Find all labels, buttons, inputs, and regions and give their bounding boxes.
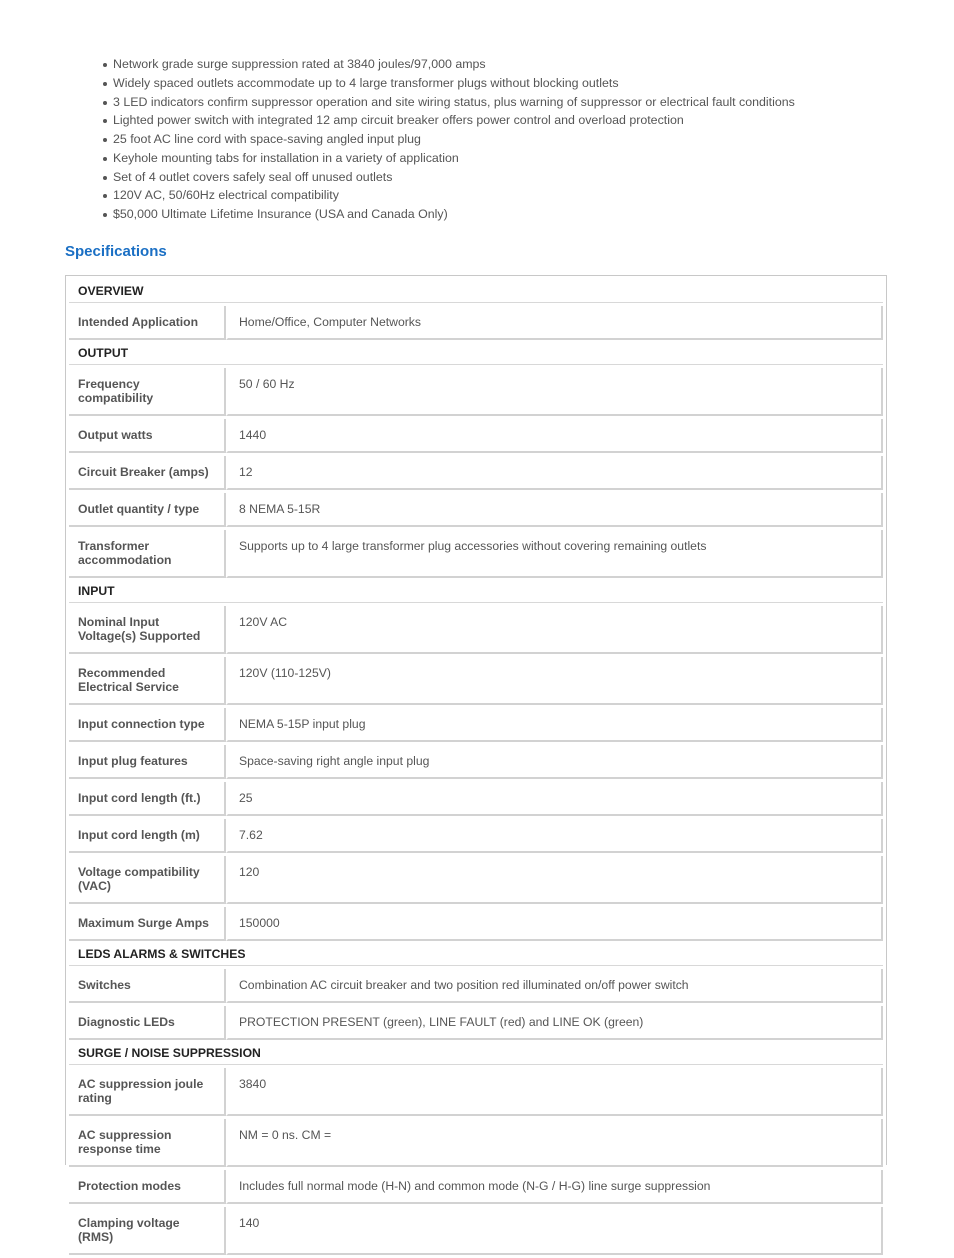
feature-text: 25 foot AC line cord with space-saving angled input plug [113, 132, 421, 146]
spec-row [69, 306, 883, 340]
spec-label: Input cord length (ft.) [69, 782, 226, 816]
feature-list [103, 55, 795, 224]
spec-label: Input cord length (m) [69, 819, 226, 853]
specifications-heading: Specifications [65, 243, 167, 260]
feature-item [103, 186, 795, 205]
spec-row [69, 1006, 883, 1040]
spec-row [69, 708, 883, 742]
spec-row [69, 368, 883, 416]
section-header-input [69, 581, 883, 603]
spec-label: Outlet quantity / type [69, 493, 226, 527]
spec-row [69, 819, 883, 853]
spec-row [69, 657, 883, 705]
spec-label: Frequency compatibility [69, 368, 226, 416]
spec-label: Circuit Breaker (amps) [69, 456, 226, 490]
spec-value: Combination AC circuit breaker and two position red illuminated on/off power switch [226, 969, 883, 1003]
feature-text: 3 LED indicators confirm suppressor operation and site wiring status, plus warning of suppressor or electrical fault conditions [113, 94, 795, 109]
spec-row [69, 493, 883, 527]
feature-item [103, 74, 795, 93]
bullet-icon [103, 63, 107, 67]
spec-value: 50 / 60 Hz [226, 368, 883, 416]
spec-value: Supports up to 4 large transformer plug accessories without covering remaining outlets [226, 530, 883, 578]
feature-text: Set of 4 outlet covers safely seal off unused outlets [113, 169, 393, 184]
spec-row [69, 1119, 883, 1167]
spec-value: 8 NEMA 5-15R [226, 493, 883, 527]
section-header-surge [69, 1043, 883, 1065]
spec-value: NM = 0 ns. CM = [226, 1119, 883, 1167]
section-header-leds [69, 944, 883, 966]
spec-row [69, 856, 883, 904]
bullet-icon [103, 119, 107, 123]
section-heading: OUTPUT [69, 343, 883, 365]
spec-value: 150000 [226, 907, 883, 941]
spec-label: Protection modes [69, 1170, 226, 1204]
spec-label: Clamping voltage (RMS) [69, 1207, 226, 1255]
feature-text: Keyhole mounting tabs for installation in a variety of application [113, 150, 459, 165]
bullet-icon [103, 101, 107, 105]
section-heading: OVERVIEW [69, 281, 883, 303]
feature-item [103, 149, 795, 168]
spec-row [69, 1068, 883, 1116]
feature-item [103, 111, 795, 130]
spec-label: AC suppression response time [69, 1119, 226, 1167]
spec-row [69, 745, 883, 779]
spec-label: Input connection type [69, 708, 226, 742]
spec-value: 25 [226, 782, 883, 816]
section-heading: INPUT [69, 581, 883, 603]
spec-row [69, 782, 883, 816]
spec-row [69, 907, 883, 941]
feature-item [103, 168, 795, 187]
bullet-icon [103, 176, 107, 180]
spec-row [69, 606, 883, 654]
spec-label: AC suppression joule rating [69, 1068, 226, 1116]
spec-value: Space-saving right angle input plug [226, 745, 883, 779]
feature-text: $50,000 Ultimate Lifetime Insurance (USA and Canada Only) [113, 207, 448, 221]
spec-label: Input plug features [69, 745, 226, 779]
section-header-overview [69, 281, 883, 303]
feature-item [103, 130, 795, 149]
feature-text: Network grade surge suppression rated at 3840 joules/97,000 amps [113, 57, 486, 71]
spec-label: Maximum Surge Amps [69, 907, 226, 941]
spec-label: Diagnostic LEDs [69, 1006, 226, 1040]
spec-label: Intended Application [69, 306, 226, 340]
section-heading: SURGE / NOISE SUPPRESSION [69, 1043, 883, 1065]
spec-label: Recommended Electrical Service [69, 657, 226, 705]
spec-label: Output watts [69, 419, 226, 453]
spec-row [69, 1207, 883, 1255]
spec-row [69, 530, 883, 578]
bullet-icon [103, 213, 107, 217]
section-heading: LEDS ALARMS & SWITCHES [69, 944, 883, 966]
bullet-icon [103, 82, 107, 86]
spec-row [69, 969, 883, 1003]
spec-row [69, 456, 883, 490]
feature-item [103, 55, 795, 74]
feature-item [103, 93, 795, 112]
spec-value: 140 [226, 1207, 883, 1255]
spec-row [69, 1170, 883, 1204]
feature-text: 120V AC, 50/60Hz electrical compatibility [113, 188, 339, 203]
spec-value: 120 [226, 856, 883, 904]
spec-value: 120V (110-125V) [226, 657, 883, 705]
spec-value: 1440 [226, 419, 883, 453]
bullet-icon [103, 138, 107, 142]
bullet-icon [103, 157, 107, 161]
spec-label: Nominal Input Voltage(s) Supported [69, 606, 226, 654]
spec-label: Voltage compatibility (VAC) [69, 856, 226, 904]
spec-value: 3840 [226, 1068, 883, 1116]
spec-value: NEMA 5-15P input plug [226, 708, 883, 742]
spec-value: Home/Office, Computer Networks [226, 306, 883, 340]
section-header-output [69, 343, 883, 365]
spec-label: Switches [69, 969, 226, 1003]
spec-label: Transformer accommodation [69, 530, 226, 578]
spec-value: 7.62 [226, 819, 883, 853]
specifications-table [69, 278, 883, 1258]
spec-row [69, 419, 883, 453]
spec-value: PROTECTION PRESENT (green), LINE FAULT (red) and LINE OK (green) [226, 1006, 883, 1040]
feature-item [103, 205, 795, 224]
specifications-panel [65, 275, 887, 1244]
spec-value: 120V AC [226, 606, 883, 654]
spec-value: Includes full normal mode (H-N) and common mode (N-G / H-G) line surge suppression [226, 1170, 883, 1204]
feature-text: Widely spaced outlets accommodate up to 4 large transformer plugs without blocking outlets [113, 75, 619, 90]
spec-value: 12 [226, 456, 883, 490]
bullet-icon [103, 194, 107, 198]
feature-text: Lighted power switch with integrated 12 amp circuit breaker offers power control and overload protection [113, 113, 684, 128]
